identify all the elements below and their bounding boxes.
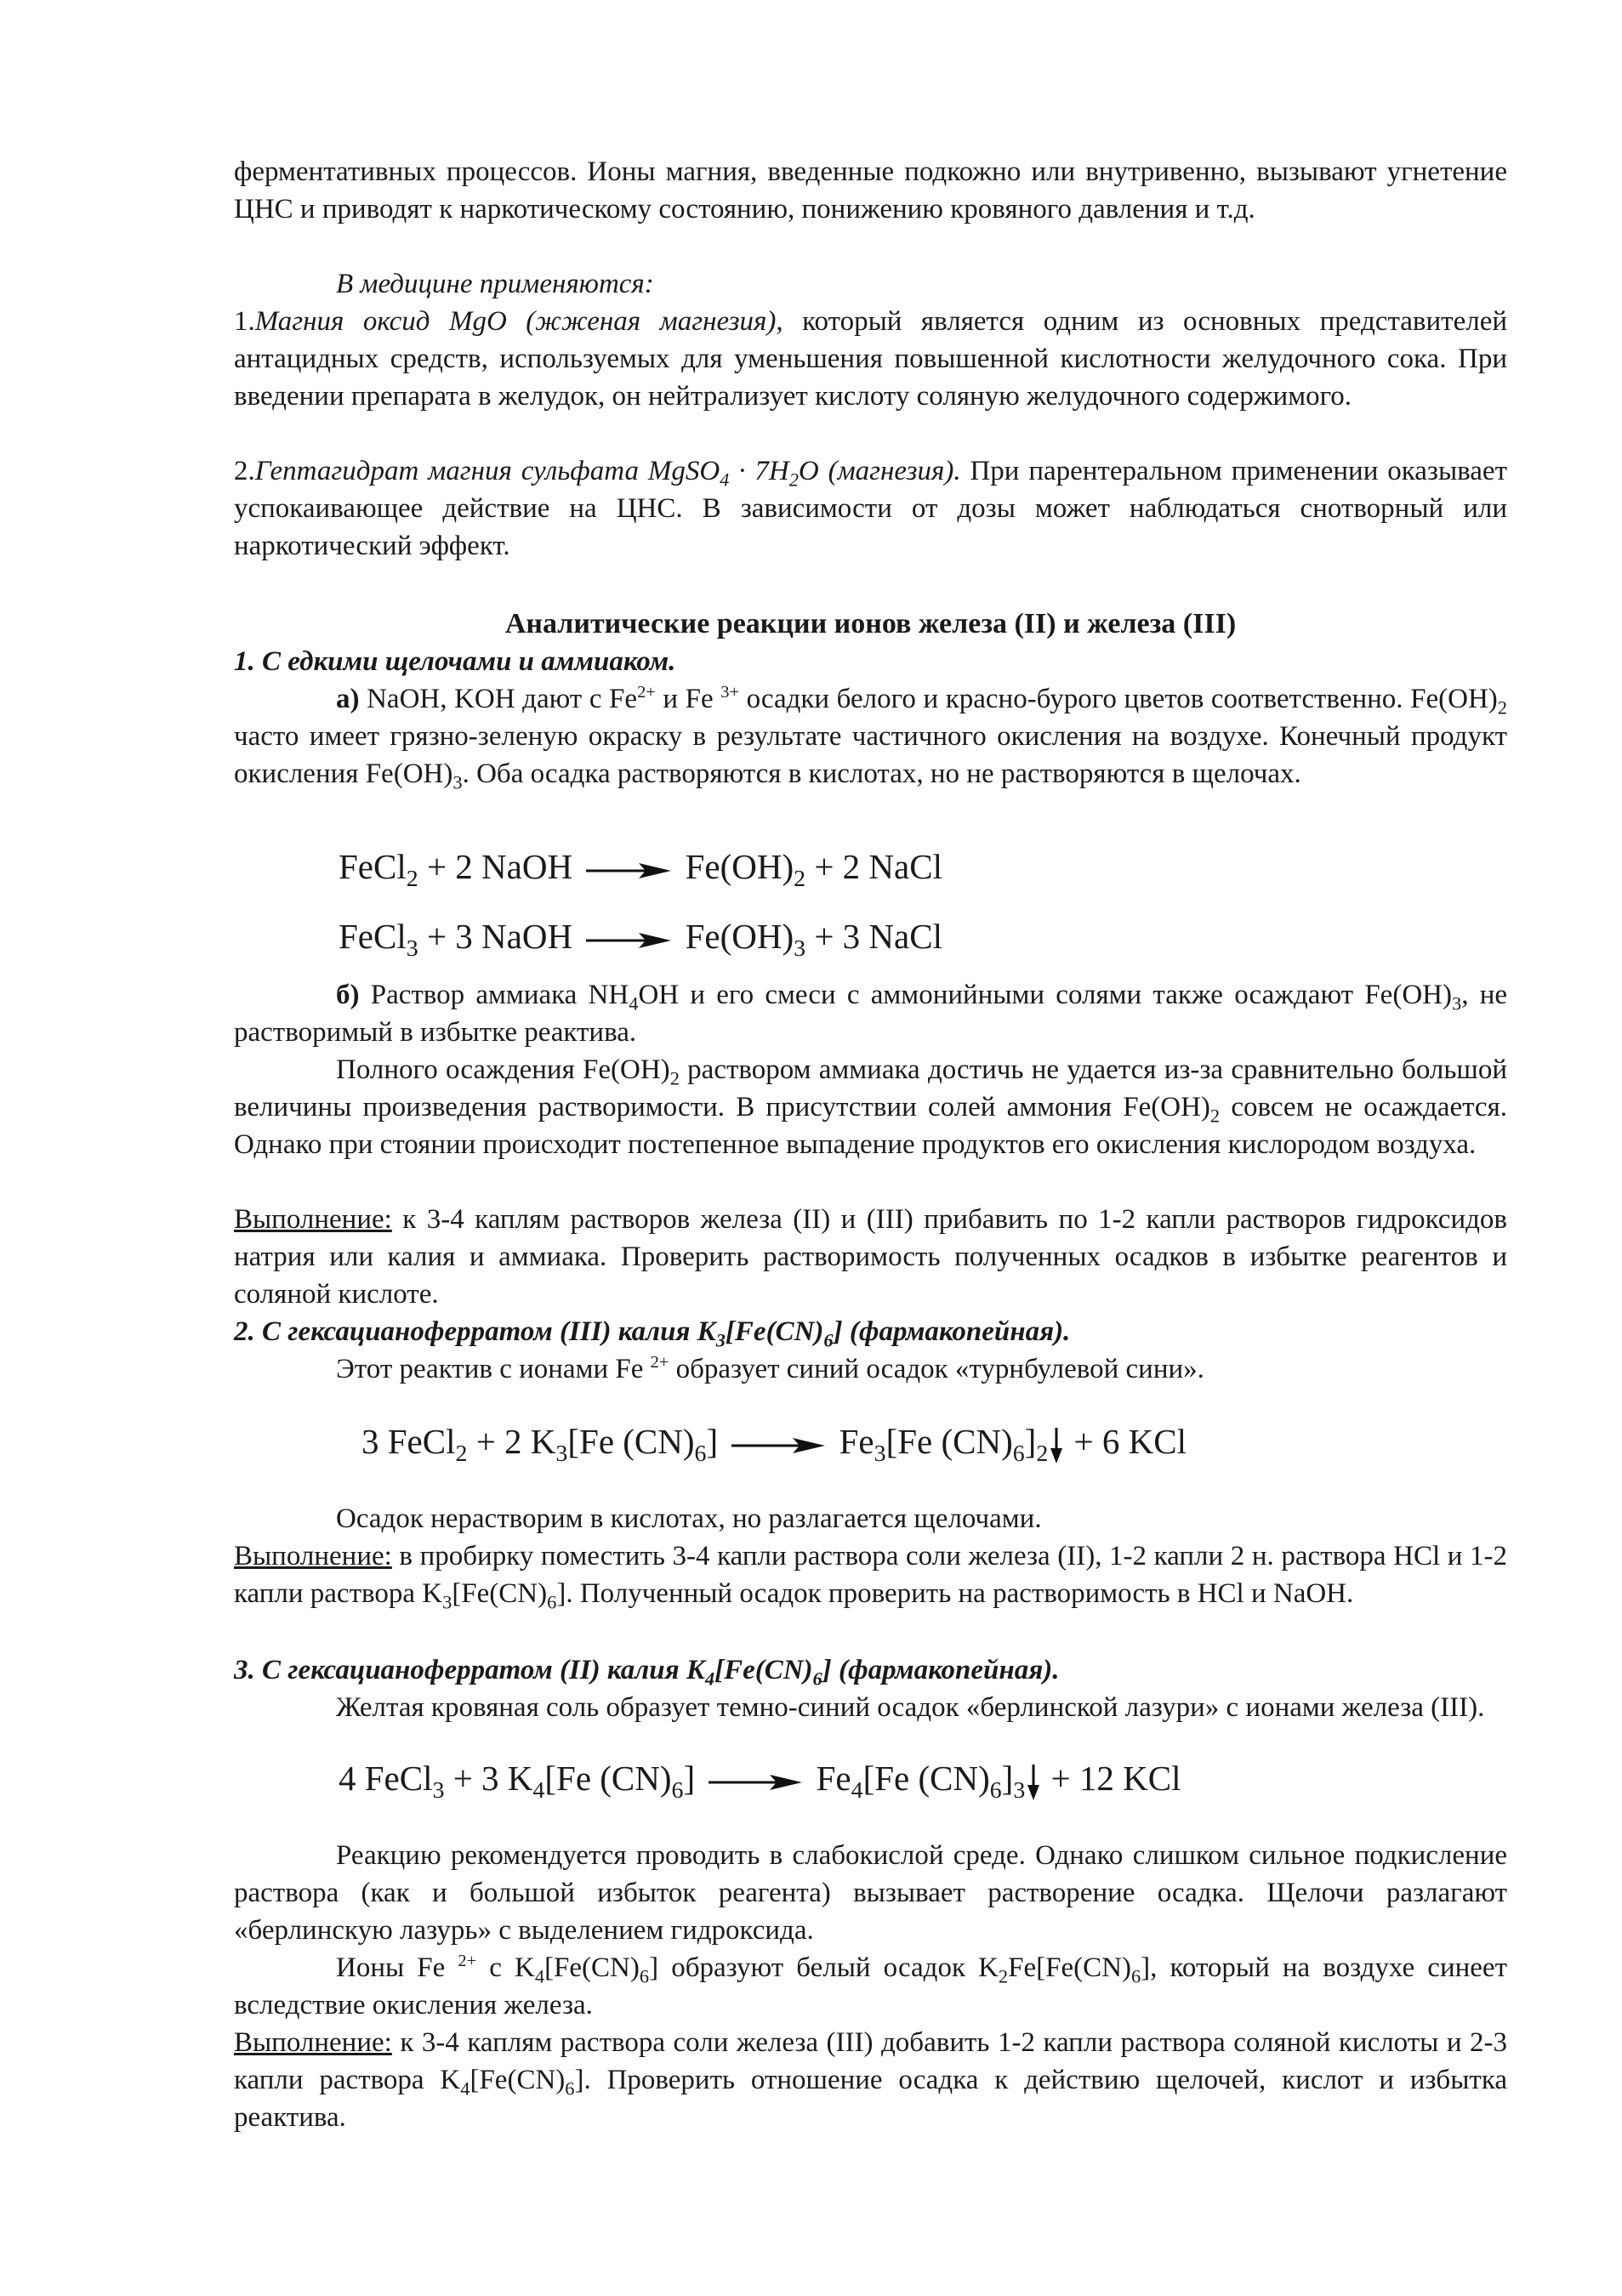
sec1-title: 1. С едкими щелочами и аммиаком. bbox=[234, 646, 676, 677]
sec1-ammonia-note: Полного осаждения $Fe(OH)_2$ раствором аммиака достичь не удается из-за сравнительно большой величины произведения растворимости. В присутствии солей аммония $Fe(OH)_2$ совсем не осаждается. Однако при стоянии происходит постепенное выпадение продуктов его окисления кислородом воздуха. bbox=[234, 1054, 1507, 1160]
sec2-procedure: Выполнение: в пробирку поместить 3-4 капли раствора соли железа (II), 1-2 капли 2 н. раствора HCl и 1-2 капли раствора $K_3[Fe(CN)_6]$. Полученный осадок проверить на растворимость в HCl и NaOH. bbox=[234, 1541, 1507, 1613]
medicine-usage-lead: В медицине применяются: bbox=[336, 269, 654, 299]
sec2-intro: Этот реактив с ионами Fe $^{2+}$ образует синий осадок «турнбулевой сини». bbox=[336, 1353, 1204, 1384]
precipitate-arrow-icon bbox=[1050, 1428, 1063, 1463]
sec1-procedure: Выполнение: к 3-4 каплям растворов железа (II) и (III) прибавить по 1-2 капли растворов гидроксидов натрия или калия и аммиака. Проверить растворимость полученных осадков в избытке реагентов и соляной кислоте. bbox=[234, 1204, 1507, 1310]
sec1-part-a: а) NaOH, KOH дают с $Fe^{2+}$ и Fe $^{3+}$ осадки белого и красно-бурого цветов соответственно. $Fe(OH)_2$ часто имеет грязно-зеленую окраску в результате частичного окисления на воздухе. Конечный продукт окисления $Fe(OH)_3$. Оба осадка растворяются в кислотах, но не растворяются в щелочах. bbox=[234, 683, 1507, 793]
equation-prussian-blue: 4 FeCl$_3$ + 3 $K_4[Fe$ $(CN)_6$] $Fe_4[Fe$ $(CN)_6]_3 + 12$ KCl bbox=[339, 1759, 1181, 1804]
section-heading: Аналитические реакции ионов железа (II) и железа (III) bbox=[504, 608, 1237, 639]
reaction-arrow-icon bbox=[586, 931, 671, 950]
sec2-title: 2. С гексацианоферратом (III) калия $K_3[Fe(CN)_6]$ (фармакопейная). bbox=[234, 1316, 1071, 1351]
equation-turnbull-blue: 3 FeCl$_2$ + 2 $K_3[Fe$ $(CN)_6$] $Fe_3[Fe$ $(CN)_6]_2 + 6$ KCl bbox=[361, 1422, 1187, 1468]
sec3-intro: Желтая кровяная соль образует темно-синий осадок «берлинской лазури» с ионами железа (III). bbox=[336, 1692, 1485, 1723]
precipitate-arrow-icon bbox=[1027, 1765, 1040, 1800]
reaction-arrow-icon bbox=[709, 1773, 802, 1792]
item-magnesium-sulfate: 2.Гептагидрат магния сульфата MgSO$_4$ · $7H_2O$ (магнезия). При парентеральном применении оказывает успокаивающее действие на ЦНС. В зависимости от дозы может наблюдаться снотворный или наркотический эффект. bbox=[234, 456, 1507, 561]
intro-paragraph: ферментативных процессов. Ионы магния, введенные подкожно или внутривенно, вызывают угнетение ЦНС и приводят к наркотическому состоянию, понижению кровяного давления и т.д. bbox=[234, 156, 1507, 224]
sec3-procedure: Выполнение: к 3-4 каплям раствора соли железа (III) добавить 1-2 капли раствора соляной кислоты и 2-3 капли раствора $K_4[Fe(CN)_6]$. Проверить отношение осадка к действию щелочей, кислот и избытка реактива. bbox=[234, 2027, 1507, 2133]
equation-fecl2-naoh: FeCl$_2$ + 2 NaOH $Fe(OH)_2 + 2$ NaCl bbox=[339, 847, 942, 893]
sec3-title: 3. С гексацианоферратом (II) калия $K_4[Fe(CN)_6]$ (фармакопейная). bbox=[234, 1655, 1060, 1690]
reaction-arrow-icon bbox=[586, 861, 671, 880]
sec1-part-b: б) Раствор аммиака $NH_4OH$ и его смеси с аммонийными солями также осаждают $Fe(OH)_3$, не растворимый в избытке реактива. bbox=[234, 980, 1508, 1048]
sec2-note: Осадок нерастворим в кислотах, но разлагается щелочами. bbox=[336, 1503, 1042, 1534]
equation-fecl3-naoh: FeCl$_3$ + 3 NaOH $Fe(OH)_3 + 3$ NaCl bbox=[339, 917, 942, 963]
sec3-conditions: Реакцию рекомендуется проводить в слабокислой среде. Однако слишком сильное подкисление раствора (как и большой избыток реагента) вызывает растворение осадка. Щелочи разлагают «берлинскую лазурь» с выделением гидроксида. bbox=[234, 1840, 1507, 1946]
sec3-fe2-note: Ионы Fe $^{2+}$ с $K_4[Fe(CN)_6]$ образуют белый осадок $K_2Fe[Fe(CN)_6]$, который на воздухе синеет вследствие окисления железа. bbox=[234, 1952, 1507, 2020]
item-magnesium-oxide: 1.Магния оксид MgO (жженая магнезия), который является одним из основных представителей антацидных средств, используемых для уменьшения повышенной кислотности желудочного сока. При введении препарата в желудок, он нейтрализует кислоту соляную желудочного содержимого. bbox=[234, 306, 1507, 412]
reaction-arrow-icon bbox=[731, 1436, 825, 1455]
